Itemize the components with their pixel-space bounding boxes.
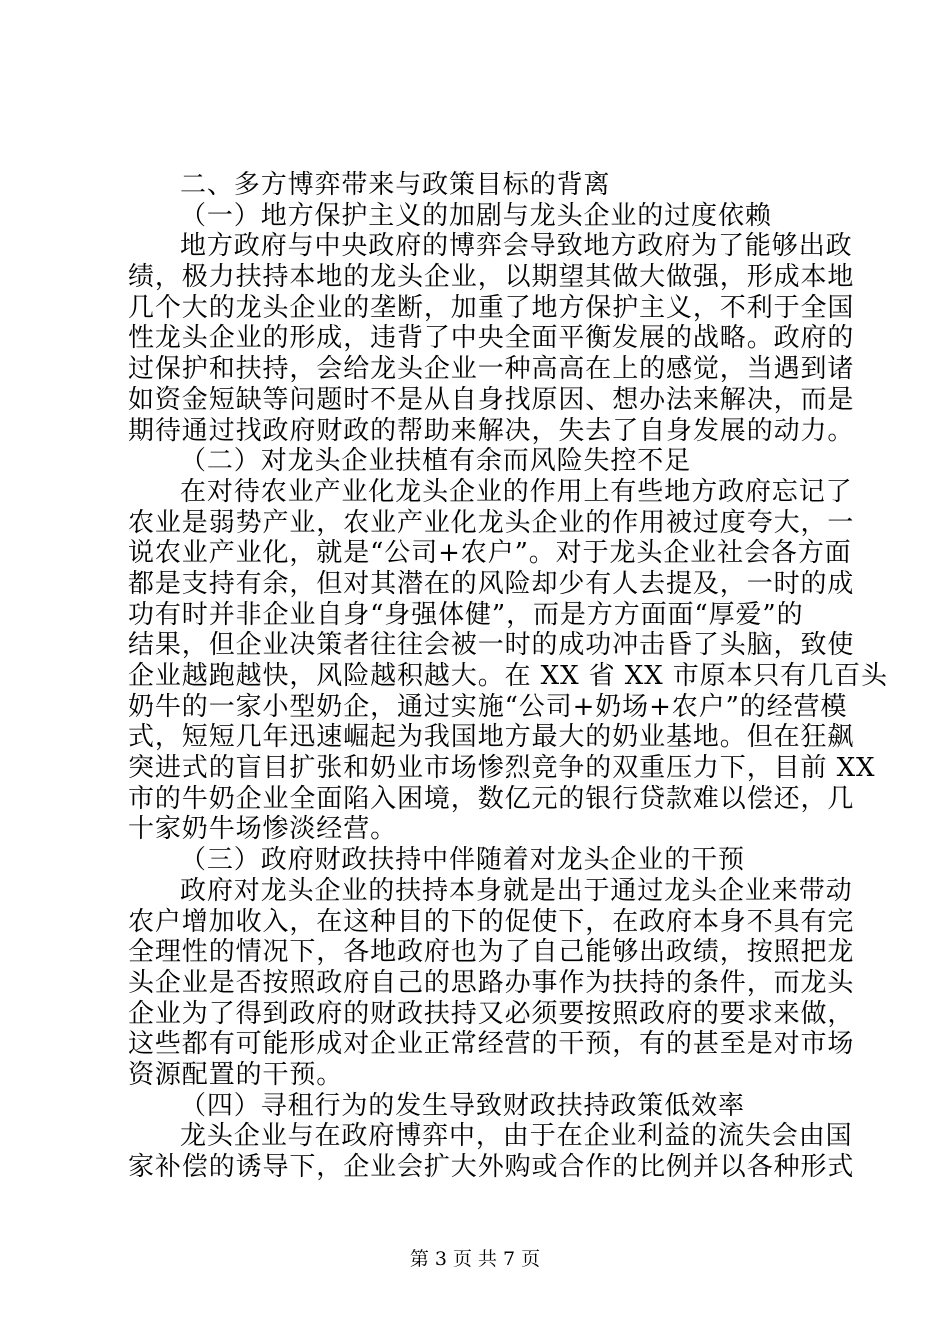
text-line: （一）地方保护主义的加剧与龙头企业的过度依赖 — [180, 200, 772, 231]
text-line: 全理性的情况下，各地政府也为了自己能够出政绩，按照把龙 — [128, 937, 855, 968]
text-line: 式，短短几年迅速崛起为我国地方最大的奶业基地。但在狂飙 — [128, 722, 855, 753]
text-line: 几个大的龙头企业的垄断，加重了地方保护主义，不利于全国 — [128, 292, 855, 323]
text-line: 企业为了得到政府的财政扶持又必须要按照政府的要求来做， — [128, 998, 855, 1029]
text-line: （四）寻租行为的发生导致财政扶持政策低效率 — [180, 1090, 745, 1121]
text-line: 过保护和扶持，会给龙头企业一种高高在上的感觉，当遇到诸 — [128, 354, 855, 385]
text-line: 都是支持有余，但对其潜在的风险却少有人去提及，一时的成 — [128, 568, 855, 599]
text-line: （二）对龙头企业扶植有余而风险失控不足 — [180, 446, 692, 477]
text-line: （三）政府财政扶持中伴随着对龙头企业的干预 — [180, 845, 745, 876]
text-line: 奶牛的一家小型奶企，通过实施“公司+奶场+农户”的经营模 — [128, 691, 848, 722]
text-line: 地方政府与中央政府的博弈会导致地方政府为了能够出政 — [180, 231, 853, 262]
text-line: 性龙头企业的形成，违背了中央全面平衡发展的战略。政府的 — [128, 323, 855, 354]
text-line: 期待通过找政府财政的帮助来解决，失去了自身发展的动力。 — [128, 415, 855, 446]
text-line: 企业越跑越快，风险越积越大。在 XX 省 XX 市原本只有几百头 — [128, 661, 888, 691]
text-line: 说农业产业化，就是“公司+农户”。对于龙头企业社会各方面 — [128, 538, 852, 569]
text-line: 家补偿的诱导下，企业会扩大外购或合作的比例并以各种形式 — [128, 1152, 855, 1182]
text-line: 资源配置的干预。 — [128, 1059, 344, 1090]
text-line: 功有时并非企业自身“身强体健”，而是方方面面“厚爱”的 — [128, 599, 804, 630]
text-line: 政府对龙头企业的扶持本身就是出于通过龙头企业来带动 — [180, 875, 853, 906]
text-line: 头企业是否按照政府自己的思路办事作为扶持的条件，而龙头 — [128, 967, 855, 998]
document-body — [128, 170, 888, 1183]
text-line: 二、多方博弈带来与政策目标的背离 — [180, 170, 611, 200]
text-line: 如资金短缺等问题时不是从自身找原因、想办法来解决，而是 — [128, 384, 855, 415]
text-line: 这些都有可能形成对企业正常经营的干预，有的甚至是对市场 — [128, 1029, 855, 1060]
text-line: 突进式的盲目扩张和奶业市场惨烈竞争的双重压力下，目前 XX — [128, 753, 876, 784]
text-line: 在对待农业产业化龙头企业的作用上有些地方政府忘记了 — [180, 476, 853, 507]
text-line: 龙头企业与在政府博弈中，由于在企业利益的流失会由国 — [180, 1121, 853, 1152]
text-line: 农业是弱势产业，农业产业化龙头企业的作用被过度夸大，一 — [128, 507, 855, 538]
text-line: 农户增加收入，在这种目的下的促使下，在政府本身不具有完 — [128, 906, 855, 937]
text-line: 十家奶牛场惨淡经营。 — [128, 814, 398, 845]
text-line: 绩，极力扶持本地的龙头企业，以期望其做大做强，形成本地 — [128, 262, 855, 293]
page-footer: 第 3 页 共 7 页 — [409, 1248, 541, 1270]
text-line: 结果，但企业决策者往往会被一时的成功冲击昏了头脑，致使 — [128, 630, 855, 661]
text-line: 市的牛奶企业全面陷入困境，数亿元的银行贷款难以偿还，几 — [128, 783, 855, 814]
